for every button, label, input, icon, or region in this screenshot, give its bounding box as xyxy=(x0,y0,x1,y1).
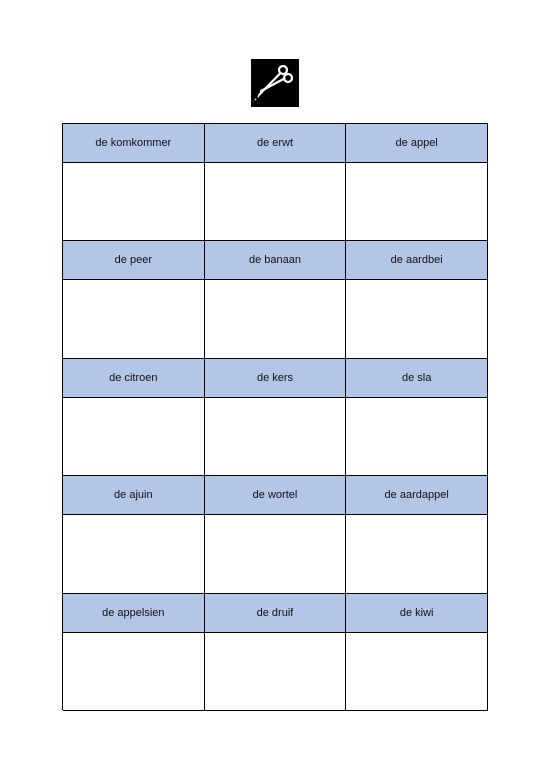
card-drawing-space xyxy=(63,398,204,475)
flashcard xyxy=(63,124,205,241)
card-drawing-space xyxy=(205,515,346,592)
scissors-icon xyxy=(251,59,299,107)
flashcard xyxy=(205,241,347,358)
card-drawing-space xyxy=(205,280,346,357)
flashcard xyxy=(205,359,347,476)
card-label: de wortel xyxy=(205,476,346,515)
flashcard-grid xyxy=(62,123,488,710)
card-label: de peer xyxy=(63,241,204,280)
card-drawing-space xyxy=(346,515,487,592)
flashcard xyxy=(63,594,205,711)
card-label: de druif xyxy=(205,594,346,633)
flashcard xyxy=(346,594,488,711)
flashcard xyxy=(63,241,205,358)
card-drawing-space xyxy=(63,163,204,240)
card-label: de citroen xyxy=(63,359,204,398)
flashcard xyxy=(346,124,488,241)
card-drawing-space xyxy=(346,398,487,475)
card-drawing-space xyxy=(63,515,204,592)
card-label: de kiwi xyxy=(346,594,487,633)
flashcard xyxy=(205,124,347,241)
flashcard xyxy=(63,476,205,593)
card-label: de kers xyxy=(205,359,346,398)
flashcard xyxy=(205,594,347,711)
flashcard xyxy=(346,359,488,476)
card-drawing-space xyxy=(63,633,204,710)
card-drawing-space xyxy=(63,280,204,357)
card-label: de appelsien xyxy=(63,594,204,633)
card-drawing-space xyxy=(205,398,346,475)
flashcard xyxy=(63,359,205,476)
card-label: de aardbei xyxy=(346,241,487,280)
card-label: de appel xyxy=(346,124,487,163)
card-label: de ajuin xyxy=(63,476,204,515)
card-drawing-space xyxy=(205,633,346,710)
card-label: de komkommer xyxy=(63,124,204,163)
flashcard xyxy=(205,476,347,593)
card-label: de banaan xyxy=(205,241,346,280)
card-drawing-space xyxy=(346,633,487,710)
flashcard xyxy=(346,241,488,358)
card-label: de erwt xyxy=(205,124,346,163)
card-drawing-space xyxy=(346,163,487,240)
card-label: de sla xyxy=(346,359,487,398)
card-drawing-space xyxy=(205,163,346,240)
flashcard xyxy=(346,476,488,593)
card-drawing-space xyxy=(346,280,487,357)
card-label: de aardappel xyxy=(346,476,487,515)
